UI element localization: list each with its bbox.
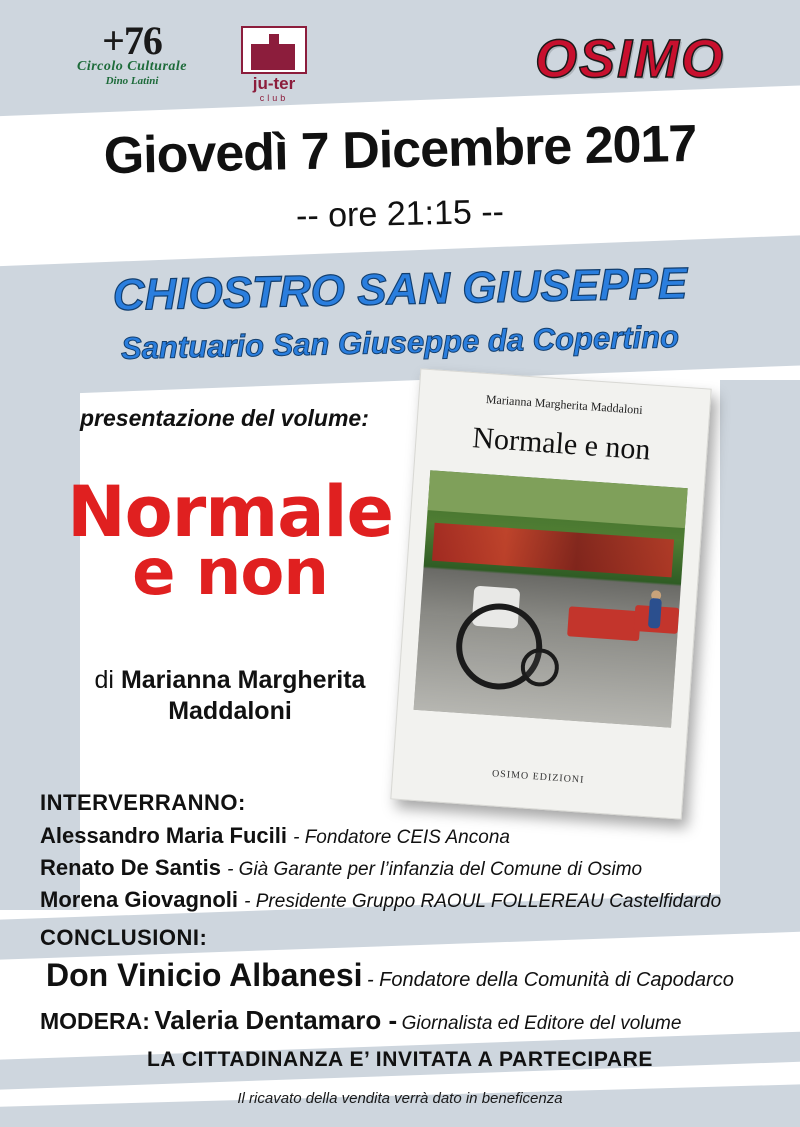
moderator-role: Giornalista ed Editore del volume: [401, 1013, 682, 1034]
juter-logo-name: ju-ter: [252, 74, 296, 93]
speaker-role: - Fondatore CEIS Ancona: [293, 827, 510, 848]
book-cover-image: [390, 368, 711, 819]
author-name-line-1: Marianna Margherita: [120, 666, 366, 694]
speaker-row: [40, 884, 760, 916]
book-author-display: [40, 665, 420, 728]
invitation-text: LA CITTADINANZA E’ INVITATA A PARTECIPARE: [146, 1048, 654, 1071]
venue-subtitle: Santuario San Giuseppe da Copertino: [120, 319, 680, 366]
book-title-display: [40, 471, 420, 611]
circolo-logo-subname: Dino Latini: [105, 74, 159, 87]
book-title-line-1: Normale: [67, 471, 393, 553]
speaker-role: - Presidente Gruppo RAOUL FOLLEREAU Castelfidardo: [244, 890, 722, 912]
speaker-name: Alessandro Maria Fucili: [40, 823, 287, 848]
book-title-line-2: e non: [132, 536, 328, 611]
circolo-logo-mark: +76: [102, 18, 162, 63]
circolo-logo-name: Circolo Culturale: [76, 59, 188, 74]
juter-logo-club: club: [259, 92, 289, 103]
speaker-name: Morena Giovagnoli: [40, 886, 239, 912]
juter-building-icon: [241, 26, 307, 74]
juter-club-logo: [232, 26, 316, 106]
presentation-intro: presentazione del volume:: [80, 405, 369, 431]
speaker-row: [40, 820, 760, 852]
speakers-label: INTERVERRANNO:: [40, 790, 246, 815]
speaker-role: - Già Garante per l’infanzia del Comune di Osimo: [227, 858, 643, 880]
conclusions-name: Don Vinicio Albanesi: [46, 957, 363, 993]
conclusions-row: [46, 957, 766, 994]
speakers-list: [40, 820, 760, 916]
cover-author-text: Marianna Margherita Maddaloni: [485, 392, 644, 417]
cover-publisher-text: OSIMO EDIZIONI: [491, 768, 585, 786]
event-time: -- ore 21:15 --: [295, 192, 505, 236]
venue-name: CHIOSTRO SAN GIUSEPPE: [112, 258, 688, 321]
moderator-label: MODERA:: [40, 1008, 150, 1034]
moderator-name: Valeria Dentamaro -: [154, 1005, 398, 1035]
event-date: Giovedì 7 Dicembre 2017: [103, 114, 697, 186]
speaker-row: [40, 852, 760, 884]
cover-title-text: Normale e non: [471, 421, 652, 467]
conclusions-role: - Fondatore della Comunità di Capodarco: [366, 969, 734, 991]
speaker-name: Renato De Santis: [40, 854, 221, 880]
cover-photo: [414, 470, 688, 727]
charity-note: Il ricavato della vendita verrà dato in beneficenza: [237, 1090, 563, 1107]
author-prefix: di: [94, 666, 121, 694]
moderator-row: [40, 1005, 760, 1036]
author-name-line-2: Maddaloni: [168, 697, 292, 726]
city-title: OSIMO: [534, 29, 725, 89]
conclusions-label: CONCLUSIONI:: [40, 925, 208, 950]
circolo-culturale-logo: [52, 18, 212, 100]
